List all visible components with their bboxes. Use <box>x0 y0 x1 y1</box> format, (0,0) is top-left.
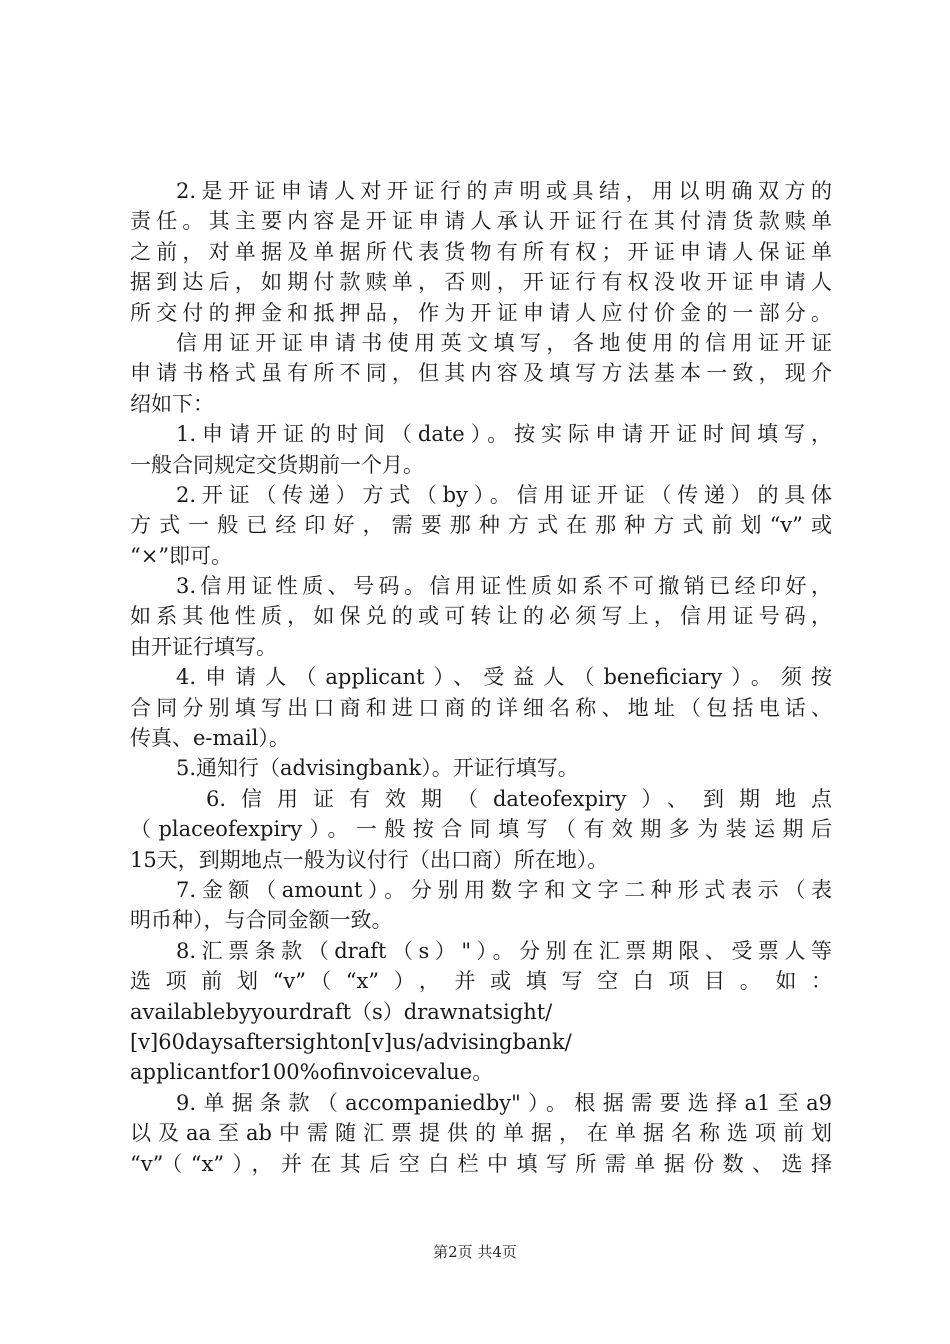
text-line: 15天，到期地点一般为议付行（出口商）所在地）。 <box>130 847 609 872</box>
text-line: 信用证开证申请书使用英文填写，各地使用的信用证开证 <box>176 330 832 355</box>
text-line: 7.金额（amount）。分别用数字和文字二种形式表示（表 <box>176 877 832 902</box>
text-line: 一般合同规定交货期前一个月。 <box>130 452 424 477</box>
text-line: applicantfor100%ofinvoicevalue。 <box>130 1060 494 1085</box>
text-line: 申请书格式虽有所不同，但其内容及填写方法基本一致，现介 <box>130 361 832 386</box>
document-body <box>130 176 832 1179</box>
text-line: 2.是开证申请人对开证行的声明或具结，用以明确双方的 <box>176 179 832 203</box>
text-line: 责任。其主要内容是开证申请人承认开证行在其付清货款赎单 <box>130 209 832 234</box>
text-line: 4.申请人（applicant）、受益人（beneficiary）。须按 <box>176 665 832 690</box>
text-line: 6.信用证有效期（dateofexpiry）、到期地点 <box>206 786 832 811</box>
text-line: 明币种），与合同金额一致。 <box>130 908 393 933</box>
text-line: 据到达后，如期付款赎单，否则，开证行有权没收开证申请人 <box>130 270 832 295</box>
text-line: 绍如下： <box>130 391 214 416</box>
text-line: 9.单据条款（accompaniedby"）。根据需要选择a1至a9 <box>176 1090 832 1115</box>
text-line: 1.申请开证的时间（date）。按实际申请开证时间填写， <box>176 422 832 447</box>
text-line: 2.开证（传递）方式（by）。信用证开证（传递）的具体 <box>176 482 832 507</box>
text-line: availablebyyourdraft（s）drawnatsight/ <box>130 999 553 1024</box>
text-line: 合同分别填写出口商和进口商的详细名称、地址（包括电话、 <box>130 695 832 720</box>
text-line: “v”（“x”），并在其后空白栏中填写所需单据份数、选择 <box>130 1151 832 1176</box>
text-line: “×”即可。 <box>130 543 233 568</box>
text-line: （placeofexpiry）。一般按合同填写（有效期多为装运期后 <box>130 817 832 842</box>
text-line: 所交付的押金和抵押品，作为开证申请人应付价金的一部分。 <box>130 300 832 325</box>
text-line: 8.汇票条款（draft（s）"）。分别在汇票期限、受票人等 <box>176 938 832 963</box>
text-line: 由开证行填写。 <box>130 634 277 659</box>
text-line: 以及aa至ab中需随汇票提供的单据，在单据名称选项前划 <box>130 1121 832 1146</box>
text-line: 选项前划“v”（“x”），并或填写空白项目。如： <box>130 969 832 994</box>
text-line: 如系其他性质，如保兑的或可转让的必须写上，信用证号码， <box>130 604 832 629</box>
text-line: 5.通知行（advisingbank）。开证行填写。 <box>176 756 579 781</box>
text-line: 传真、e-mail）。 <box>130 726 290 751</box>
text-line: 之前，对单据及单据所代表货物有所有权；开证申请人保证单 <box>130 239 832 264</box>
text-line: [v]60daysaftersighton[v]us/advisingbank/ <box>130 1029 572 1054</box>
text-line: 3.信用证性质、号码。信用证性质如系不可撤销已经印好， <box>176 574 832 599</box>
page-number-footer: 第2页 共4页 <box>433 1243 517 1261</box>
text-line: 方式一般已经印好，需要那种方式在那种方式前划“v”或 <box>130 513 832 538</box>
